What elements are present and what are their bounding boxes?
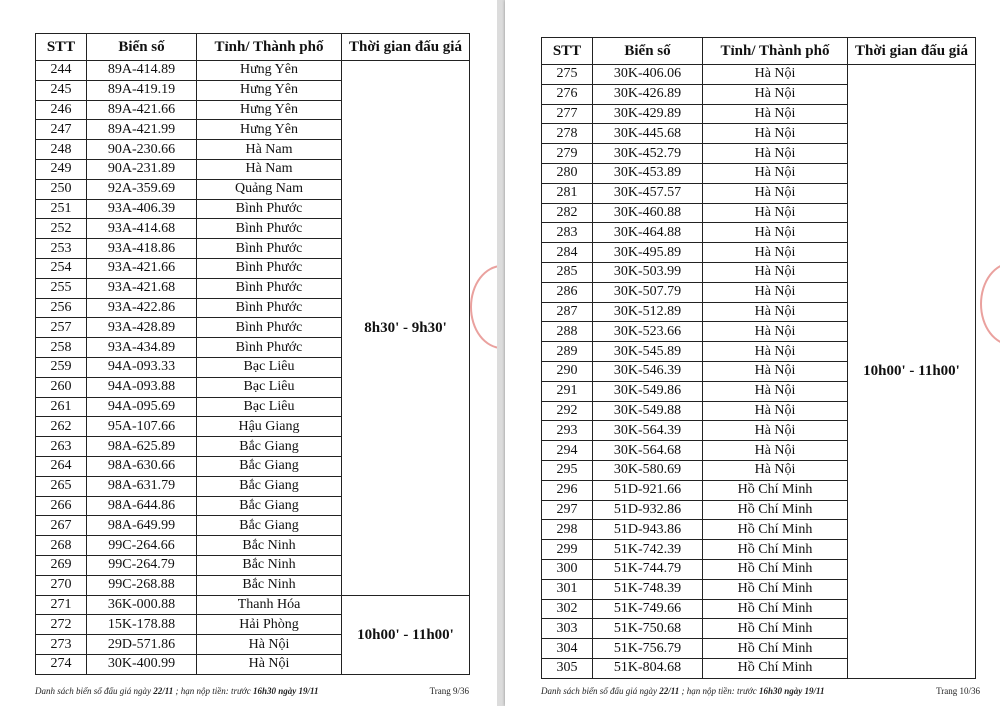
cell-plate: 30K-426.89 [593, 84, 703, 104]
cell-plate: 30K-406.06 [593, 65, 703, 85]
cell-plate: 29D-571.86 [87, 635, 197, 655]
cell-stt: 262 [36, 417, 87, 437]
table-row [36, 595, 470, 615]
cell-stt: 300 [542, 559, 593, 579]
cell-province: Hà Nội [703, 302, 848, 322]
cell-province: Bình Phước [197, 318, 342, 338]
cell-province: Bắc Ninh [197, 536, 342, 556]
table-row [542, 65, 976, 85]
cell-province: Hà Nội [703, 243, 848, 263]
cell-province: Hà Nội [703, 441, 848, 461]
cell-province: Bắc Giang [197, 496, 342, 516]
cell-province: Bắc Giang [197, 476, 342, 496]
cell-stt: 271 [36, 595, 87, 615]
cell-province: Hồ Chí Minh [703, 639, 848, 659]
cell-province: Hưng Yên [197, 61, 342, 81]
cell-province: Bình Phước [197, 199, 342, 219]
cell-province: Hà Nội [703, 322, 848, 342]
cell-plate: 89A-421.99 [87, 120, 197, 140]
cell-province: Bình Phước [197, 278, 342, 298]
cell-stt: 257 [36, 318, 87, 338]
cell-stt: 287 [542, 302, 593, 322]
cell-plate: 93A-414.68 [87, 219, 197, 239]
cell-stt: 302 [542, 599, 593, 619]
cell-province: Hà Nội [703, 124, 848, 144]
cell-stt: 275 [542, 65, 593, 85]
cell-stt: 255 [36, 278, 87, 298]
cell-province: Hà Nam [197, 140, 342, 160]
cell-province: Hà Nội [703, 104, 848, 124]
cell-stt: 253 [36, 239, 87, 259]
cell-stt: 267 [36, 516, 87, 536]
footer-note-prefix: Danh sách biển số đấu giá ngày [541, 686, 660, 696]
cell-stt: 303 [542, 619, 593, 639]
cell-province: Hà Nội [703, 223, 848, 243]
cell-plate: 30K-564.39 [593, 421, 703, 441]
cell-stt: 282 [542, 203, 593, 223]
cell-stt: 249 [36, 159, 87, 179]
cell-plate: 30K-464.88 [593, 223, 703, 243]
cell-plate: 89A-414.89 [87, 61, 197, 81]
cell-plate: 99C-264.79 [87, 555, 197, 575]
cell-plate: 98A-625.89 [87, 437, 197, 457]
cell-plate: 30K-400.99 [87, 654, 197, 674]
cell-province: Hưng Yên [197, 100, 342, 120]
cell-plate: 30K-457.57 [593, 183, 703, 203]
cell-plate: 94A-093.33 [87, 357, 197, 377]
cell-plate: 30K-452.79 [593, 144, 703, 164]
document-page-left [0, 0, 497, 706]
cell-stt: 290 [542, 361, 593, 381]
cell-province: Bắc Ninh [197, 555, 342, 575]
header-province: Tỉnh/ Thành phố [197, 34, 342, 61]
cell-province: Hưng Yên [197, 120, 342, 140]
auction-table [35, 33, 470, 675]
cell-stt: 284 [542, 243, 593, 263]
cell-province: Hồ Chí Minh [703, 559, 848, 579]
page-gutter [497, 0, 505, 706]
cell-province: Hồ Chí Minh [703, 540, 848, 560]
cell-stt: 281 [542, 183, 593, 203]
cell-plate: 51D-921.66 [593, 480, 703, 500]
cell-province: Bạc Liêu [197, 377, 342, 397]
cell-stt: 299 [542, 540, 593, 560]
cell-province: Hồ Chí Minh [703, 619, 848, 639]
cell-stt: 265 [36, 476, 87, 496]
cell-stt: 278 [542, 124, 593, 144]
cell-stt: 280 [542, 163, 593, 183]
cell-stt: 269 [36, 555, 87, 575]
cell-plate: 30K-507.79 [593, 282, 703, 302]
footer-note-date: 22/11 [153, 686, 174, 696]
cell-stt: 259 [36, 357, 87, 377]
cell-province: Thanh Hóa [197, 595, 342, 615]
header-auction-time: Thời gian đấu giá [342, 34, 470, 61]
cell-plate: 90A-231.89 [87, 159, 197, 179]
cell-plate: 30K-453.89 [593, 163, 703, 183]
cell-province: Hà Nội [197, 635, 342, 655]
cell-stt: 266 [36, 496, 87, 516]
cell-province: Bắc Giang [197, 437, 342, 457]
cell-province: Bắc Giang [197, 516, 342, 536]
cell-plate: 93A-422.86 [87, 298, 197, 318]
cell-province: Bạc Liêu [197, 357, 342, 377]
cell-plate: 51K-750.68 [593, 619, 703, 639]
cell-province: Hồ Chí Minh [703, 658, 848, 678]
cell-plate: 51K-756.79 [593, 639, 703, 659]
cell-province: Hồ Chí Minh [703, 579, 848, 599]
cell-plate: 89A-419.19 [87, 80, 197, 100]
cell-plate: 30K-503.99 [593, 262, 703, 282]
cell-plate: 30K-564.68 [593, 441, 703, 461]
cell-plate: 30K-512.89 [593, 302, 703, 322]
cell-province: Hậu Giang [197, 417, 342, 437]
cell-auction-time: 10h00' - 11h00' [342, 595, 470, 674]
cell-province: Hà Nội [703, 282, 848, 302]
red-stamp-seal [980, 262, 1000, 346]
cell-stt: 274 [36, 654, 87, 674]
cell-province: Hưng Yên [197, 80, 342, 100]
page-number: Trang 10/36 [936, 686, 980, 696]
cell-stt: 263 [36, 437, 87, 457]
cell-stt: 254 [36, 258, 87, 278]
cell-plate: 30K-545.89 [593, 342, 703, 362]
cell-province: Hà Nội [703, 381, 848, 401]
cell-province: Hải Phòng [197, 615, 342, 635]
header-stt: STT [542, 38, 593, 65]
cell-stt: 273 [36, 635, 87, 655]
cell-stt: 304 [542, 639, 593, 659]
cell-province: Hồ Chí Minh [703, 520, 848, 540]
cell-stt: 301 [542, 579, 593, 599]
cell-plate: 30K-495.89 [593, 243, 703, 263]
cell-stt: 264 [36, 456, 87, 476]
cell-plate: 98A-630.66 [87, 456, 197, 476]
cell-province: Quảng Nam [197, 179, 342, 199]
cell-stt: 244 [36, 61, 87, 81]
footer-note-date: 22/11 [659, 686, 680, 696]
cell-stt: 256 [36, 298, 87, 318]
cell-plate: 30K-549.88 [593, 401, 703, 421]
cell-stt: 293 [542, 421, 593, 441]
cell-stt: 298 [542, 520, 593, 540]
cell-stt: 291 [542, 381, 593, 401]
cell-province: Hà Nội [703, 163, 848, 183]
cell-plate: 51D-932.86 [593, 500, 703, 520]
cell-province: Hà Nội [703, 84, 848, 104]
cell-province: Hà Nội [197, 654, 342, 674]
cell-province: Hà Nội [703, 65, 848, 85]
cell-province: Hồ Chí Minh [703, 480, 848, 500]
header-auction-time: Thời gian đấu giá [848, 38, 976, 65]
cell-plate: 51D-943.86 [593, 520, 703, 540]
footer-note-deadline: 16h30 ngày 19/11 [758, 686, 825, 696]
cell-stt: 245 [36, 80, 87, 100]
cell-province: Bạc Liêu [197, 397, 342, 417]
cell-stt: 248 [36, 140, 87, 160]
footer-note-prefix: Danh sách biển số đấu giá ngày [35, 686, 154, 696]
cell-plate: 93A-406.39 [87, 199, 197, 219]
cell-stt: 283 [542, 223, 593, 243]
cell-plate: 30K-549.86 [593, 381, 703, 401]
cell-plate: 51K-748.39 [593, 579, 703, 599]
cell-province: Hà Nam [197, 159, 342, 179]
document-page-right [505, 0, 1000, 706]
cell-province: Hà Nội [703, 342, 848, 362]
cell-province: Hà Nội [703, 401, 848, 421]
cell-plate: 51K-749.66 [593, 599, 703, 619]
cell-province: Hà Nội [703, 183, 848, 203]
header-plate: Biển số [87, 34, 197, 61]
cell-plate: 98A-631.79 [87, 476, 197, 496]
cell-stt: 285 [542, 262, 593, 282]
auction-table [541, 37, 976, 679]
footer-note-deadline: 16h30 ngày 19/11 [252, 686, 319, 696]
cell-province: Bình Phước [197, 219, 342, 239]
cell-plate: 94A-095.69 [87, 397, 197, 417]
header-province: Tỉnh/ Thành phố [703, 38, 848, 65]
cell-province: Bình Phước [197, 298, 342, 318]
footer-note-middle: ; hạn nộp tiền: trước [173, 686, 253, 696]
cell-stt: 247 [36, 120, 87, 140]
table-header-row [36, 34, 470, 61]
cell-plate: 93A-421.68 [87, 278, 197, 298]
footer-note-middle: ; hạn nộp tiền: trước [679, 686, 759, 696]
cell-stt: 272 [36, 615, 87, 635]
cell-plate: 51K-744.79 [593, 559, 703, 579]
cell-plate: 93A-421.66 [87, 258, 197, 278]
cell-stt: 252 [36, 219, 87, 239]
cell-stt: 288 [542, 322, 593, 342]
cell-province: Bắc Giang [197, 456, 342, 476]
cell-plate: 30K-460.88 [593, 203, 703, 223]
cell-plate: 99C-268.88 [87, 575, 197, 595]
cell-plate: 89A-421.66 [87, 100, 197, 120]
table-header-row [542, 38, 976, 65]
cell-plate: 98A-649.99 [87, 516, 197, 536]
cell-stt: 258 [36, 338, 87, 358]
cell-auction-time: 8h30' - 9h30' [342, 61, 470, 596]
cell-stt: 260 [36, 377, 87, 397]
cell-plate: 51K-804.68 [593, 658, 703, 678]
cell-plate: 51K-742.39 [593, 540, 703, 560]
cell-province: Hà Nội [703, 421, 848, 441]
cell-plate: 30K-429.89 [593, 104, 703, 124]
cell-province: Hà Nội [703, 203, 848, 223]
cell-stt: 250 [36, 179, 87, 199]
page-number: Trang 9/36 [429, 686, 469, 696]
cell-province: Hồ Chí Minh [703, 599, 848, 619]
cell-stt: 279 [542, 144, 593, 164]
header-plate: Biển số [593, 38, 703, 65]
cell-stt: 276 [542, 84, 593, 104]
cell-province: Bắc Ninh [197, 575, 342, 595]
cell-stt: 305 [542, 658, 593, 678]
red-stamp-seal [470, 265, 497, 349]
cell-stt: 296 [542, 480, 593, 500]
cell-plate: 95A-107.66 [87, 417, 197, 437]
cell-plate: 93A-428.89 [87, 318, 197, 338]
cell-stt: 297 [542, 500, 593, 520]
cell-plate: 98A-644.86 [87, 496, 197, 516]
cell-plate: 30K-445.68 [593, 124, 703, 144]
cell-stt: 295 [542, 460, 593, 480]
cell-province: Bình Phước [197, 338, 342, 358]
cell-plate: 94A-093.88 [87, 377, 197, 397]
cell-province: Hà Nội [703, 144, 848, 164]
cell-province: Bình Phước [197, 239, 342, 259]
cell-plate: 36K-000.88 [87, 595, 197, 615]
cell-province: Hà Nội [703, 460, 848, 480]
cell-province: Hồ Chí Minh [703, 500, 848, 520]
cell-stt: 246 [36, 100, 87, 120]
header-stt: STT [36, 34, 87, 61]
cell-stt: 277 [542, 104, 593, 124]
cell-plate: 30K-523.66 [593, 322, 703, 342]
cell-province: Hà Nội [703, 361, 848, 381]
cell-plate: 93A-418.86 [87, 239, 197, 259]
cell-plate: 30K-580.69 [593, 460, 703, 480]
cell-province: Hà Nội [703, 262, 848, 282]
cell-auction-time: 10h00' - 11h00' [848, 65, 976, 679]
cell-plate: 93A-434.89 [87, 338, 197, 358]
cell-stt: 251 [36, 199, 87, 219]
table-row [36, 61, 470, 81]
cell-stt: 268 [36, 536, 87, 556]
cell-plate: 15K-178.88 [87, 615, 197, 635]
cell-stt: 270 [36, 575, 87, 595]
cell-plate: 92A-359.69 [87, 179, 197, 199]
cell-plate: 30K-546.39 [593, 361, 703, 381]
cell-stt: 289 [542, 342, 593, 362]
cell-plate: 90A-230.66 [87, 140, 197, 160]
footer-note [541, 686, 824, 696]
cell-stt: 286 [542, 282, 593, 302]
footer-note [35, 686, 318, 696]
cell-stt: 294 [542, 441, 593, 461]
cell-plate: 99C-264.66 [87, 536, 197, 556]
cell-stt: 261 [36, 397, 87, 417]
cell-stt: 292 [542, 401, 593, 421]
cell-province: Bình Phước [197, 258, 342, 278]
